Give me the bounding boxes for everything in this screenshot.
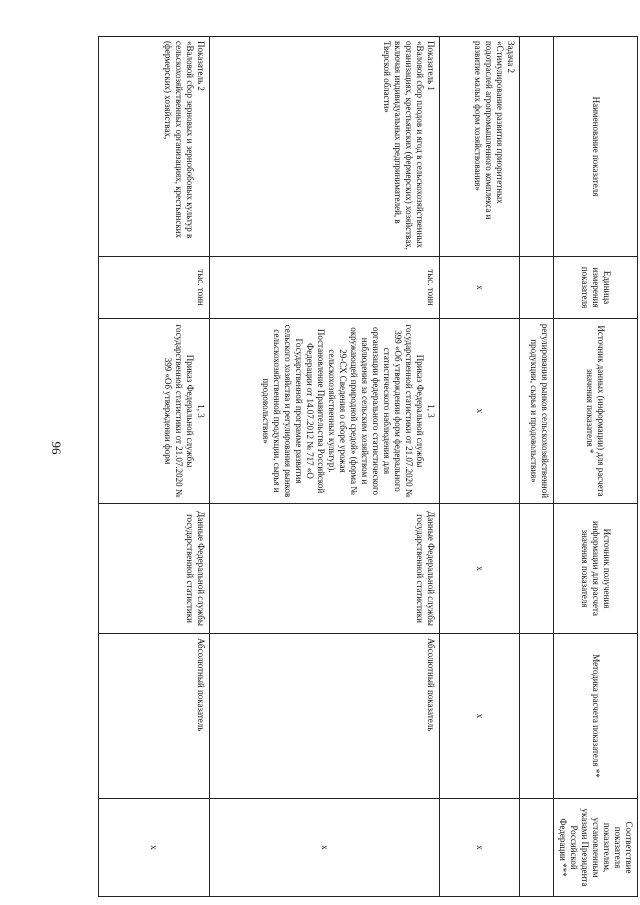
cell-unit [520, 257, 554, 319]
cell-data-source: 1, 3 Приказ Федеральной службы государственной статистики от 21.07.2020 № 399 «Об утверждении форм федерального статистического наблюдения для организации федерального статистического наблюдения за сельским хозяйством и окружающей природной средой» (форма № 29-СХ Сведения о сборе урожая сельскохозяйственных культур). Постановление Правительства Российской Федерации от 14.07.2012 № 717 «О Государственной программе развития сельского хозяйства и регулирования рынков сельскохозяйственной продукции, сырья и продовольствия» [210, 319, 440, 504]
cell-compliance: x [440, 799, 520, 897]
cell-info-source: Данные Федеральной службы государственной статистики [210, 504, 440, 634]
cell-info-source: x [440, 504, 520, 634]
table-row [99, 37, 210, 897]
table-header-row [554, 37, 638, 897]
header-indicator-name: Наименование показателя [554, 37, 638, 257]
cell-data-source: 1, 3 Приказ Федеральной службы государственной статистики от 21.07.2020 № 399 «Об утверждении форм [99, 319, 210, 504]
cell-compliance: x [210, 799, 440, 897]
cell-compliance [520, 799, 554, 897]
table-row [440, 37, 520, 897]
cell-info-source [520, 504, 554, 634]
cell-name: Задача 2 «Стимулирование развития приоритетных подотраслей агропромышленного комплекса и развитие малых форм хозяйствования» [440, 37, 520, 257]
indicators-table [98, 36, 638, 897]
cell-method: Абсолютный показатель [210, 634, 440, 799]
cell-method: x [440, 634, 520, 799]
cell-unit: x [440, 257, 520, 319]
cell-data-source: x [440, 319, 520, 504]
header-compliance: Соответствие показателя показателям, установленным указами Президента Российской Федерации *** [554, 799, 638, 897]
table-row [520, 37, 554, 897]
cell-name: Показатель 1 «Валовой сбор плодов и ягод в сельскохозяйственных организациях, крестьянских (фермерских) хозяйствах, включая индивидуальных предпринимателей, в Тверской области» [210, 37, 440, 257]
header-info-source: Источник получения информации для расчета значения показателя [554, 504, 638, 634]
table-row [210, 37, 440, 897]
cell-data-source: регулирования рынков сельскохозяйственной продукции, сырья и продовольствия» [520, 319, 554, 504]
cell-unit: тыс. тонн [210, 257, 440, 319]
header-method: Методика расчета показателя ** [554, 634, 638, 799]
cell-name [520, 37, 554, 257]
cell-info-source: Данные Федеральной службы государственной статистики [99, 504, 210, 634]
header-data-source: Источник данных (информации) для расчета значения показателя * [554, 319, 638, 504]
cell-name: Показатель 2 «Валовой сбор зерновых и зернобобовых культур в сельскохозяйственных организациях, крестьянских (фермерских) хозяйствах, [99, 37, 210, 257]
page-number: 96 [49, 441, 64, 455]
header-unit: Единица измерения показателя [554, 257, 638, 319]
cell-method: Абсолютный показатель [99, 634, 210, 799]
cell-unit: тыс. тонн [99, 257, 210, 319]
cell-compliance: x [99, 799, 210, 897]
rotated-table-container [98, 36, 638, 896]
cell-method [520, 634, 554, 799]
